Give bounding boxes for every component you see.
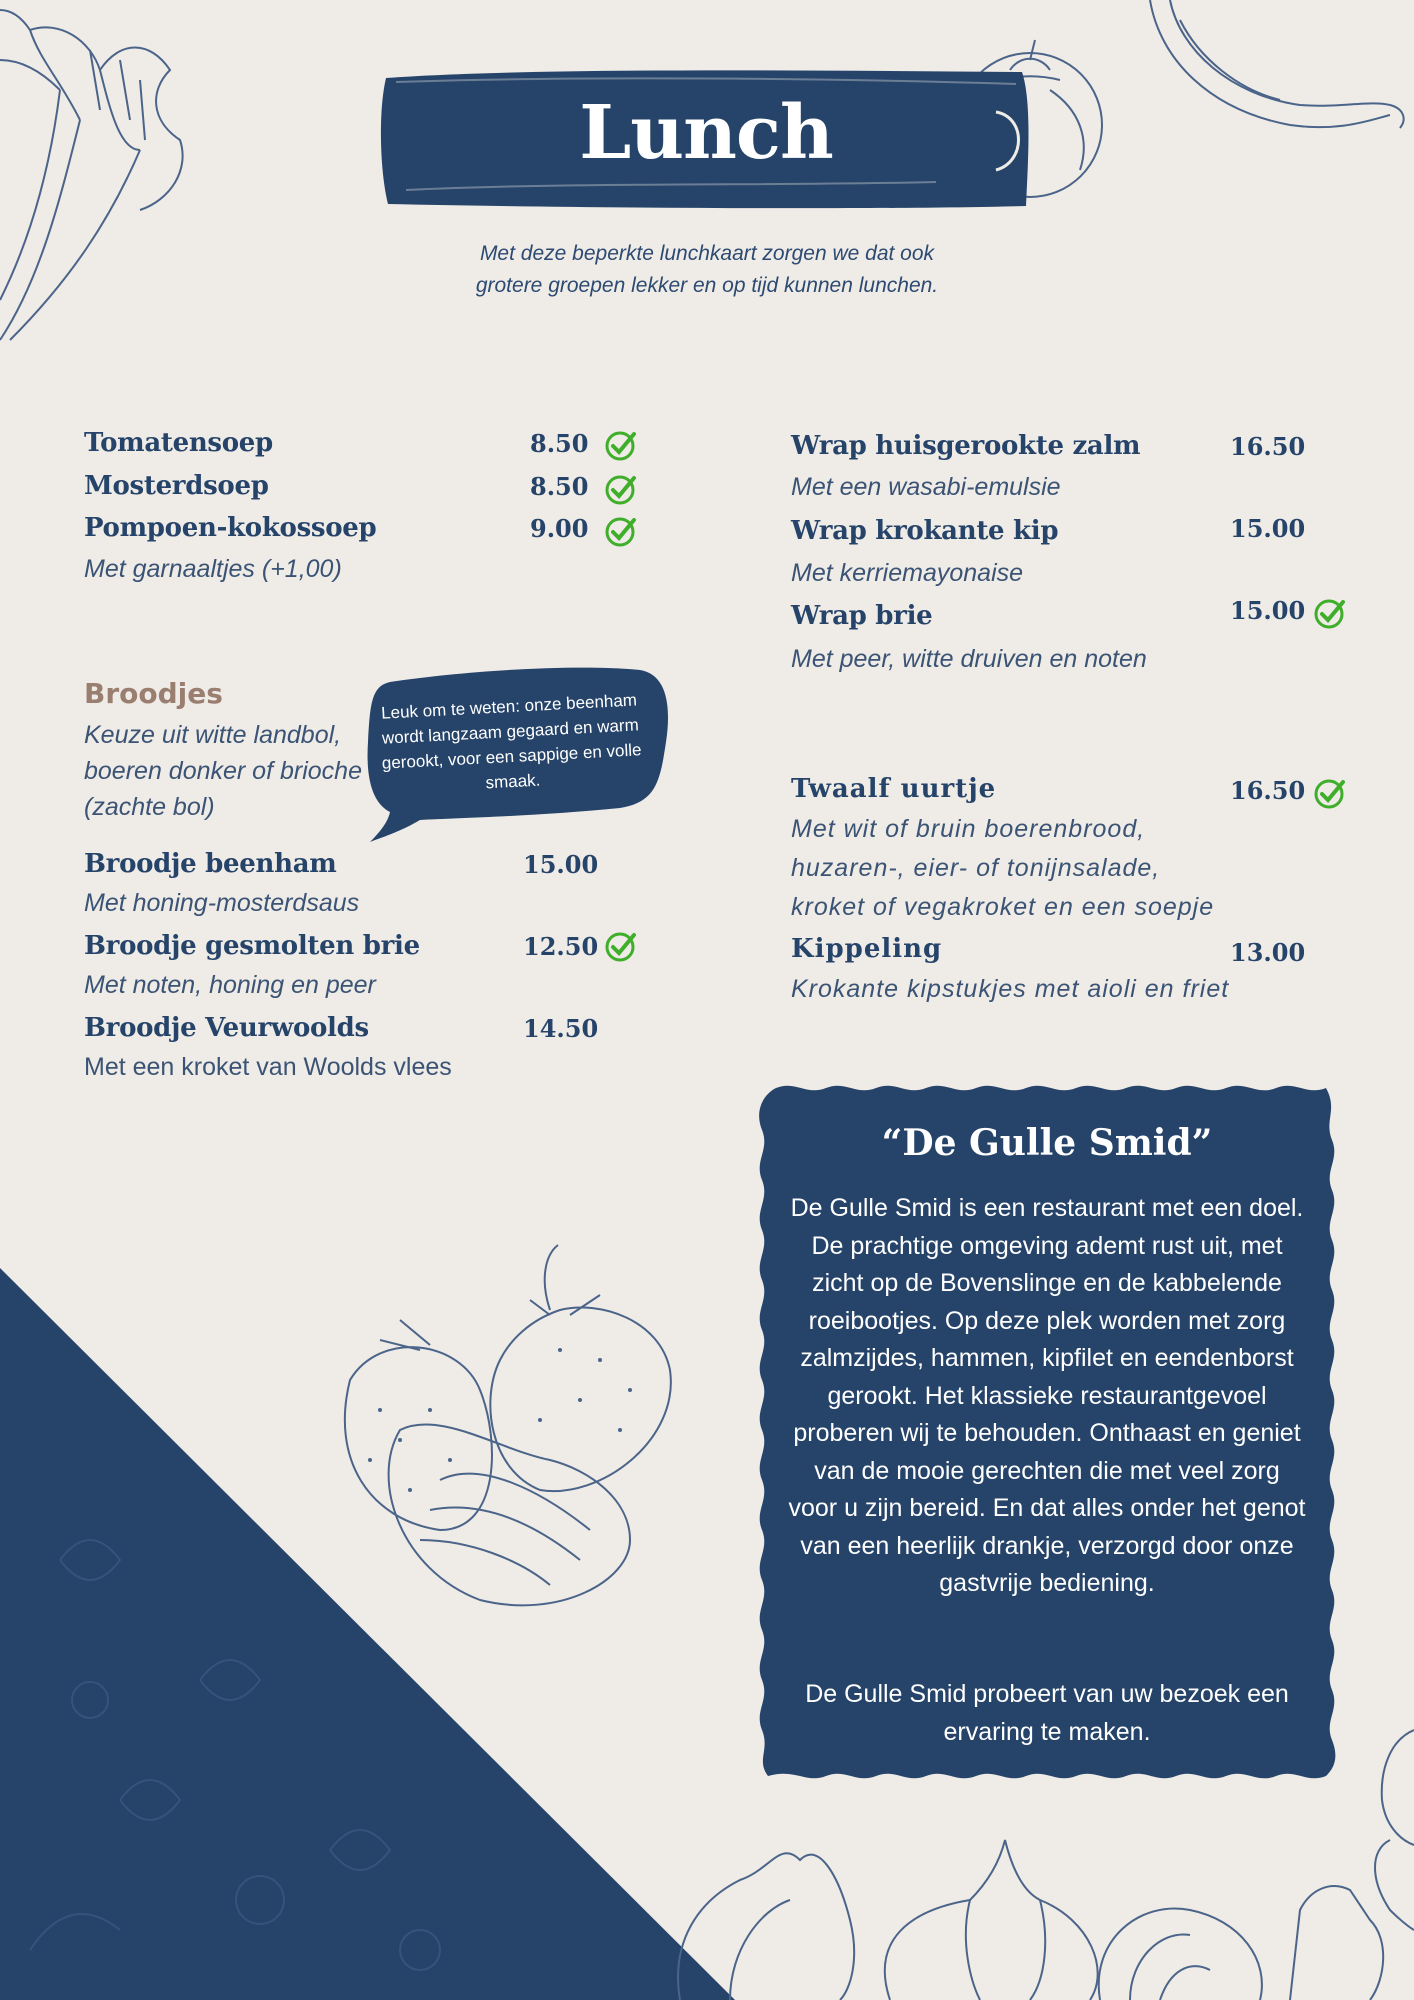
- vegetarian-check-icon: [604, 930, 638, 962]
- special-desc-line: kroket of vegakroket en een soepje: [791, 893, 1215, 921]
- soup-price: 8.50: [530, 472, 589, 501]
- special-name: Twaalf uurtje: [791, 774, 997, 804]
- vegetables-bottom-illustration: [670, 1820, 1414, 2000]
- soup-name: Pompoen-kokossoep: [84, 513, 377, 543]
- broodjes-description: Keuze uit witte landbol, boeren donker of brioche (zachte bol): [84, 721, 362, 821]
- wrap-name: Wrap brie: [791, 601, 933, 631]
- special-price: 16.50: [1230, 776, 1306, 805]
- special-desc: Krokante kipstukjes met aioli en friet: [791, 975, 1230, 1003]
- wrap-price: 15.00: [1230, 596, 1306, 625]
- wrap-name: Wrap huisgerookte zalm: [791, 431, 1141, 461]
- special-name: Kippeling: [791, 934, 943, 964]
- wrap-price: 16.50: [1230, 432, 1306, 461]
- broodje-price: 15.00: [523, 850, 599, 879]
- intro-text: Met deze beperkte lunchkaart zorgen we dat ook grotere groepen lekker en op tijd kunnen lunchen.: [475, 242, 939, 297]
- broodje-price: 12.50: [523, 932, 599, 961]
- wrap-desc: Met een wasabi-emulsie: [791, 473, 1061, 501]
- vegetarian-check-icon: [604, 515, 638, 547]
- broodje-name: Broodje Veurwoolds: [84, 1013, 369, 1043]
- broodje-desc: Met honing-mosterdsaus: [84, 889, 360, 917]
- broodje-desc: Met noten, honing en peer: [84, 971, 376, 999]
- wrap-name: Wrap krokante kip: [791, 516, 1059, 546]
- chili-pepper-illustration: [1140, 0, 1414, 160]
- bubble-tip-text: Leuk om te weten: onze beenham wordt langzaam gegaard en warm gerookt, voor een sappige en volle smaak.: [380, 690, 642, 793]
- wrap-desc: Met kerriemayonaise: [791, 559, 1024, 587]
- broodje-price: 14.50: [523, 1014, 599, 1043]
- broodje-desc: Met een kroket van Woolds vlees: [84, 1053, 452, 1081]
- strawberries-illustration: [300, 1240, 680, 1620]
- wrap-desc: Met peer, witte druiven en noten: [791, 645, 1147, 673]
- edge-vegetable-illustration: [1370, 1720, 1414, 1850]
- lettuce-illustration: [0, 0, 210, 350]
- vegetarian-check-icon: [604, 473, 638, 505]
- about-paragraph: De Gulle Smid is een restaurant met een doel. De prachtige omgeving ademt rust uit, met zicht op de Bovenslinge en de kabbelende roeibootjes. Op deze plek worden met zorg zalmzijdes, hammen, kipfilet en eendenborst gerookt. Het klassieke restaurantgevoel proberen wij te behouden. Onthaast en geniet van de mooie gerechten die met veel zorg voor u zijn bereid. En dat alles onder het genot van een heerlijk drankje, verzorgd door onze gastvrije bediening.: [788, 1194, 1306, 1597]
- soup-name: Mosterdsoep: [84, 471, 269, 501]
- soup-price: 8.50: [530, 429, 589, 458]
- about-title: “De Gulle Smid”: [881, 1122, 1213, 1164]
- section-heading-broodjes: Broodjes: [84, 677, 223, 710]
- vegetarian-check-icon: [1313, 777, 1347, 809]
- special-desc-line: Met wit of bruin boerenbrood,: [791, 815, 1146, 843]
- soup-price: 9.00: [530, 514, 589, 543]
- soup-desc: Met garnaaltjes (+1,00): [84, 555, 342, 583]
- special-desc-line: huzaren-, eier- of tonijnsalade,: [791, 854, 1161, 882]
- broodje-name: Broodje gesmolten brie: [84, 931, 420, 961]
- page-title: Lunch: [579, 90, 833, 176]
- soup-name: Tomatensoep: [84, 428, 273, 458]
- about-paragraph-closing: De Gulle Smid probeert van uw bezoek een ervaring te maken.: [805, 1680, 1289, 1746]
- vegetarian-check-icon: [1313, 597, 1347, 629]
- broodje-name: Broodje beenham: [84, 849, 337, 879]
- vegetarian-check-icon: [604, 429, 638, 461]
- wrap-price: 15.00: [1230, 514, 1306, 543]
- special-price: 13.00: [1230, 938, 1306, 967]
